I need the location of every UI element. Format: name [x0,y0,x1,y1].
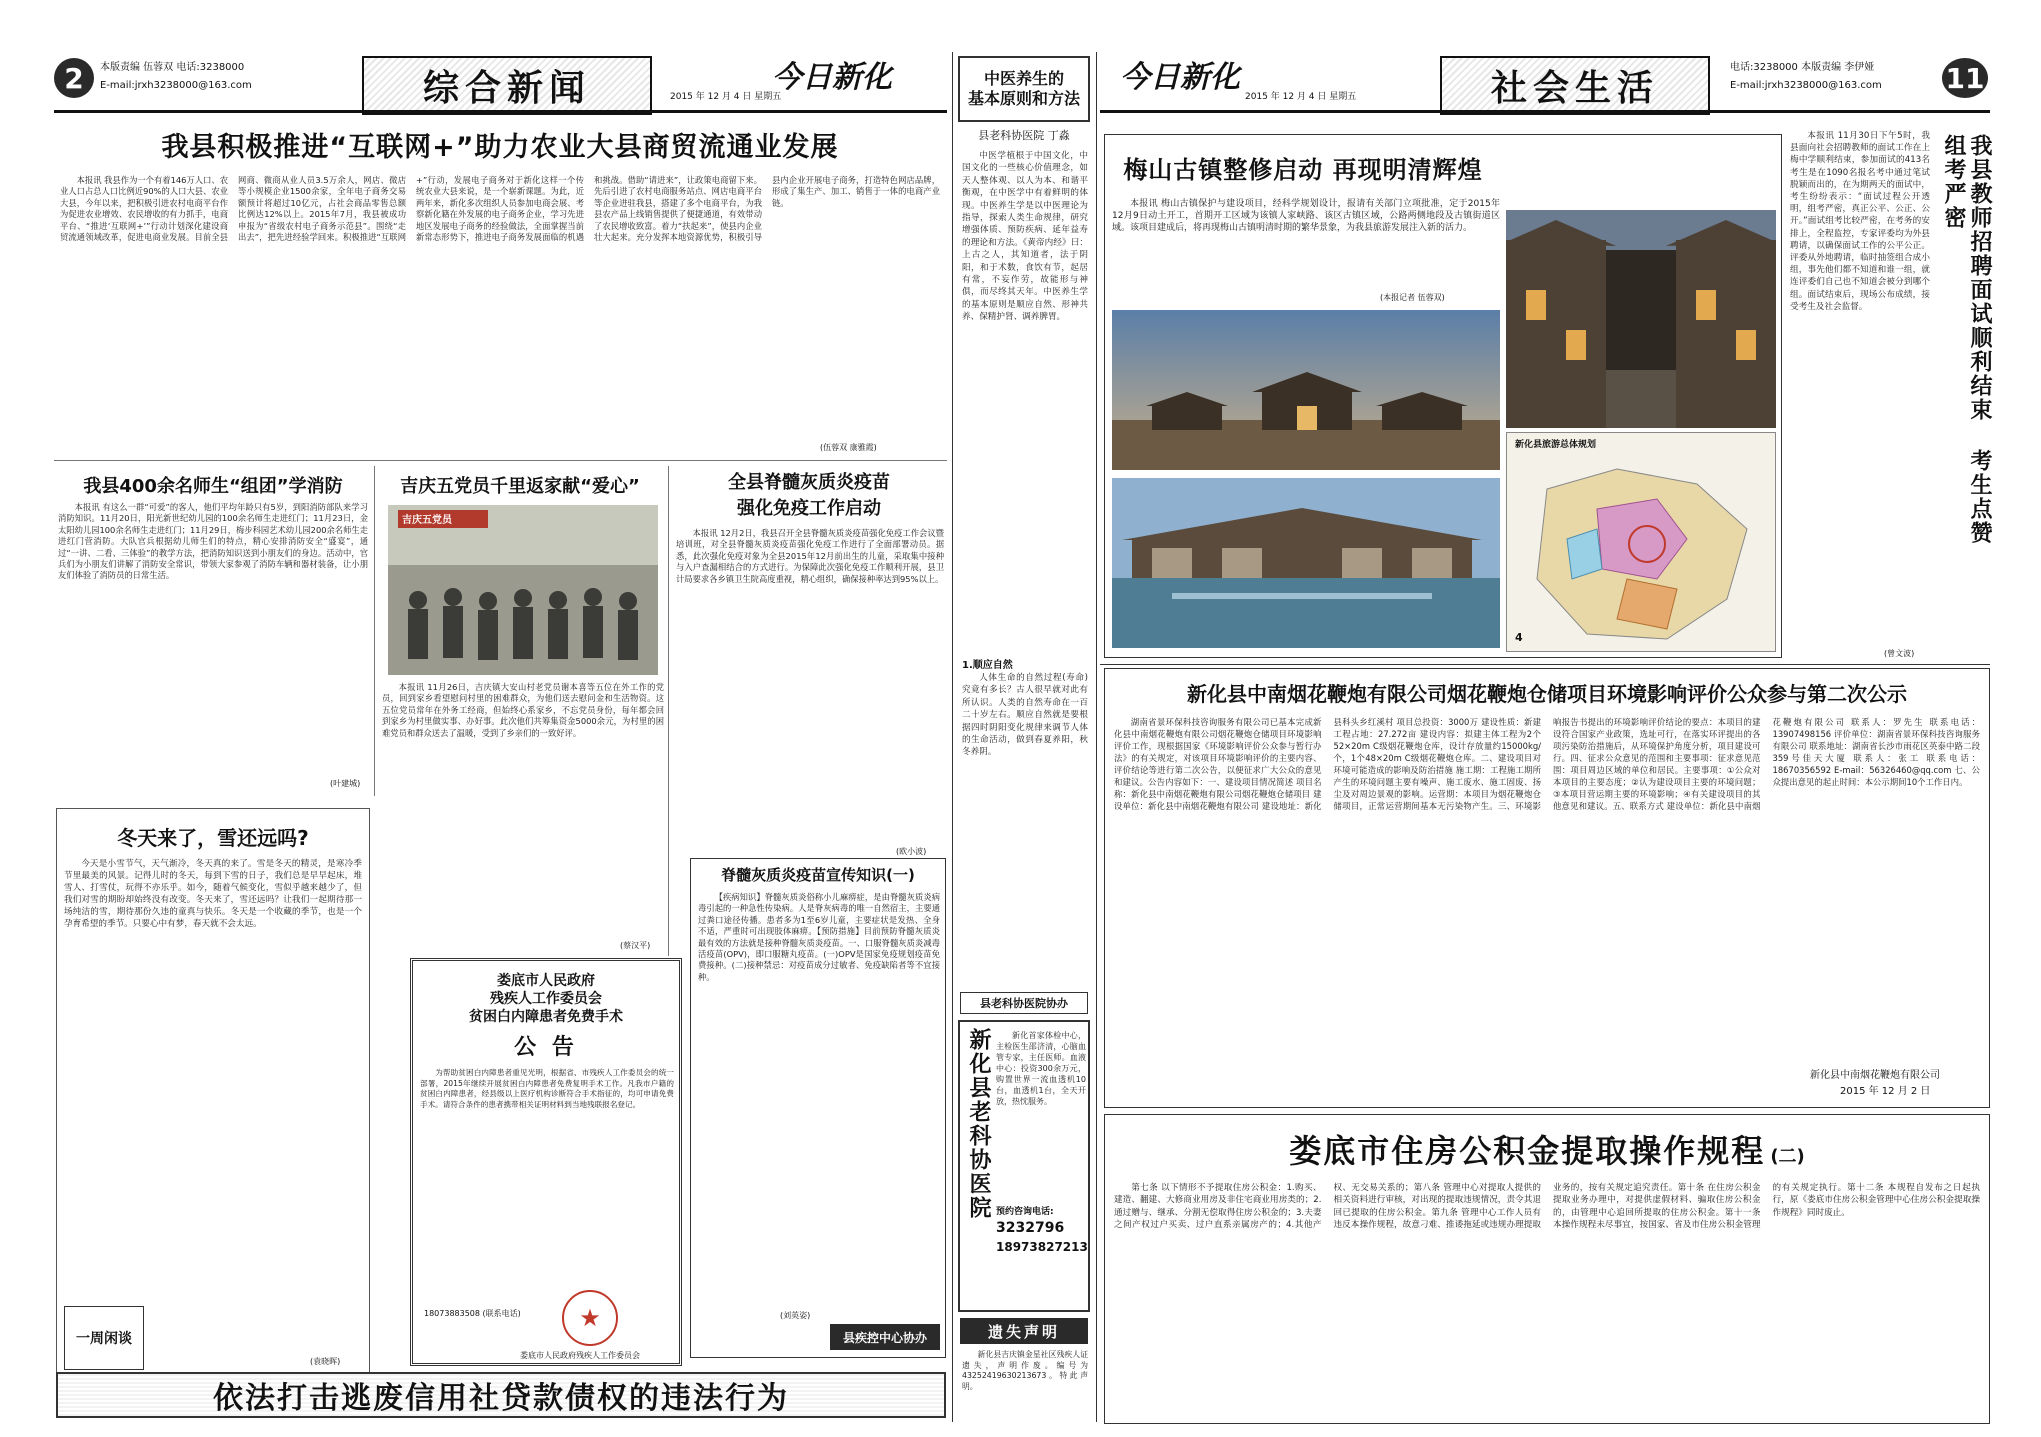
paper-logo-right: 今日新化 [1120,60,1240,95]
eia-headline: 新化县中南烟花鞭炮有限公司烟花鞭炮仓储项目环境影响评价公众参与第二次公示 [1187,682,1907,706]
lead-body: 本报讯 我县作为一个有着146万人口、农业人口占总人口比例近90%的人口大县、农业大县，今年以来，把积极引进农村电商平台作为促进农业增效、农民增收的有力抓手，电商平台、“推进‘互联网+’”行动计划深化建设商贸流通领域改革，促进电商业发展。目前全县网商、微商从业人员3.5万余人，网店、微店等小规模企业1500余家，全年电子商务交易额预计将超过10亿元，占社会商品零售总额比例达12%以上。2015年7月，我县被成功申报为“省级农村电子商务示范县”。围绕“走出去”，把先进经验学回来。积极推进“互联网+”行动，发展电子商务对于新化这样一个传统农业大县来说，是一个崭新课题。为此，近两年来，新化多次组织人员参加电商会展、考察新化籍在外发展的电子商务企业，学习先进地区发展电子商务的经验做法，全面掌握当前新常态形势下，推进电子商务发展面临的机遇和挑战。借助“请进来”，让政策电商留下来。先后引进了农村电商服务站点、网店电商平台等企业进驻我县，搭建了多个电商平台，为我县农产品上线销售提供了便捷通道，有效带动了农民增收致富。着力“扶起来”，使县内企业壮大起来。充分发挥本地资源优势，积极引导县内企业开展电子商务，打造特色网店品牌，形成了集生产、加工、销售于一体的电商产业链。 [60,175,940,243]
hospital-ad-body: 新化首家体检中心，主检医生邵济清，心脑血管专家，主任医师。血液中心：投资300余万元，购置世界一流血透机10台，血透机1台，全天开放，热忱服务。 [996,1031,1086,1106]
meishan-render-photo-2 [1112,478,1500,648]
gutter-rule-right [1096,52,1097,1422]
page-number-right: 11 [1942,58,1988,98]
vaccine-knowledge-byline: (刘英姿) [780,1311,811,1320]
date-line-right: 2015 年 12 月 4 日 星期五 [1245,92,1357,102]
party-headline: 吉庆五党员千里返家献“爱心” [400,476,640,497]
fund-headline-row [1108,1126,1986,1172]
meishan-body: 本报讯 梅山古镇保护与建设项目，经科学规划设计，报请有关部门立项批准，定于2015年12月9日动土开工，首期开工区域为该镇人家峡路、该区古镇区域，公路两侧地段及古镇街道区域。该项目建成后，将再现梅山古镇明清时期的繁华景象，为我县旅游发展注入新的活力。 [1112,199,1500,234]
notice-footer: 娄底市人民政府残疾人工作委员会 [520,1351,640,1360]
divider [1100,664,1990,665]
meishan-byline: (本报记者 伍蓉双) [1380,293,1445,302]
notice-issuer-2: 残疾人工作委员会 [490,991,602,1007]
teacher-headline: 我县教师招聘面试顺利结束 考生点赞组考严密 [1941,134,1992,545]
divider [668,466,669,956]
winter-essay-author: (袁晓晖) [310,1357,341,1366]
section-title-left: 综合新闻 [362,56,652,115]
vaccine-byline: (欧小波) [896,847,927,856]
lead-byline: (伍蓉双 康雅霞) [820,443,877,452]
notice-title: 公 告 [514,1035,578,1060]
tourism-map [1506,432,1776,652]
fire-body: 本报讯 有这么一群“可爱”的客人，他们平均年龄只有5岁，到阳消防部队来学习消防知识。11月20日，阳光新世纪幼儿园的100余名师生走进红门；11月23日，金太阳幼儿园100余名师生走进红门；11月29日，梅步科园艺术幼儿园200余名师生走进红门营消防。大队官兵根据幼儿师生们的特点，精心安排消防安全“盛宴”，通过“一讲、二看、三体验”的教学方法，把消防知识送到小朋友们的身边。活动中，官兵们为小朋友们讲解了消防安全常识，带领大家参观了消防车辆和器材装备，让小朋友们体验了消防员的日常生活。 [58,502,368,581]
party-photo [388,505,658,675]
meishan-street-photo [1506,210,1776,428]
tcm-author: 县老科协医院 丁淼 [978,129,1070,142]
notice-contact: 18073883508 (联系电话) [424,1309,521,1318]
party-photo-caption: 吉庆五党员 [402,515,452,526]
vaccine-headline-1: 全县脊髓灰质炎疫苗 [728,472,890,493]
email-line-right: E-mail:jrxh3238000@163.com [1730,80,1882,91]
teacher-byline: (曾文波) [1884,649,1915,658]
fund-body: 第七条 以下情形不予提取住房公积金：1.购买、建造、翻建、大修商业用房及非住宅商业用房类的；2.通过赠与、继承、分割无偿取得住房公积金的；3.夫妻之间产权过户买卖、过户直系亲属房产的；4.其他产权、无交易关系的；第八条 管理中心对提取人提供的相关资料进行审核，对出现的提取违规情况，责令其退回已提取的住房公积金。第九条 管理中心工作人员有违反本操作规程，故意刁难、推诿拖延或违规办理提取业务的，按有关规定追究责任。第十条 在住房公积金提取业务办理中，对提供虚假材料、骗取住房公积金的，由管理中心追回所提取的住房公积金。第十一条 本操作规程未尽事宜，按国家、省及市住房公积金管理的有关规定执行。第十二条 本规程自发布之日起执行，原《娄底市住房公积金管理中心住房公积金提取操作规程》同时废止。 [1114,1183,1980,1231]
notice-body: 为帮助贫困白内障患者重见光明，根据省、市残疾人工作委员会的统一部署，2015年继续开展贫困白内障患者免费复明手术工作。凡我市户籍的贫困白内障患者，经县级以上医疗机构诊断符合手术指征的，均可申请免费手术。请符合条件的患者携带相关证明材料到当地残联报名登记。 [420,1068,674,1109]
vaccine-knowledge-body: 【疾病知识】脊髓灰质炎俗称小儿麻痹症，是由脊髓灰质炎病毒引起的一种急性传染病。人是脊灰病毒的唯一自然宿主，主要通过粪口途径传播。患者多为1至6岁儿童，主要症状是发热、全身不适，严重时可出现肢体麻痹。【预防措施】目前预防脊髓灰质炎最有效的方法就是接种脊髓灰质炎疫苗。一、口服脊髓灰质炎减毒活疫苗(OPV)，即口服糖丸疫苗。(一)OPV是国家免疫规划疫苗免费接种。(二)接种禁忌：对疫苗成分过敏者、免疫缺陷者等不宜接种。 [698,892,940,982]
tcm-sponsor-bar: 县老科协医院协办 [960,992,1088,1014]
ad-phone-label: 预约咨询电话: [996,1207,1054,1217]
map-title: 新化县旅游总体规划 [1515,440,1597,450]
official-seal-icon: ★ [562,1290,618,1346]
tcm-body-2: 人体生命的自然过程(寿命)究竟有多长？古人很早就对此有所认识。人类的自然寿命在一百二十岁左右。顺应自然就是要根据四时阴阳变化规律来调节人体的生命活动，做到春夏养阳，秋冬养阴。 [962,673,1088,758]
eia-date: 2015 年 12 月 2 日 [1840,1086,1931,1097]
party-byline: (蔡汉平) [620,941,651,950]
tcm-column-title [958,56,1090,122]
eia-signature: 新化县中南烟花鞭炮有限公司 [1810,1070,1940,1081]
meishan-render-photo-1 [1112,310,1500,470]
page-number-left: 2 [54,58,94,98]
bottom-banner: 依法打击逃废信用社贷款债权的违法行为 [56,1372,946,1418]
winter-essay-title: 冬天来了，雪还远吗? [117,826,309,850]
tcm-title-line-2: 基本原则和方法 [967,89,1080,108]
tcm-body: 中医学植根于中国文化，中国文化的一些核心价值理念，如天人整体观、以人为本、和谐平衡观，在中医学中有着鲜明的体现。中医养生学是以中医理论为指导，探索人类生命规律，研究增强体质、预防疾病、延年益寿的理论和方法。《黄帝内经》曰：上古之人，其知道者，法于阴阳，和于术数，食饮有节，起居有常，不妄作劳，故能形与神俱，而尽终其天年。中医养生学的基本原则是顺应自然、形神共养、保精护肾、调养脾胃。 [962,151,1088,323]
email-line-left: E-mail:jrxh3238000@163.com [100,80,252,91]
divider [374,466,375,796]
cdc-sponsor-badge: 县疾控中心协办 [830,1324,940,1350]
teacher-body: 本报讯 11月30日下午5时，我县面向社会招聘教师的面试工作在上梅中学顺利结束，参加面试的413名考生是在1090名报名考中通过笔试脱颖而出的，在为期两天的面试中，考生纷纷表示：“面试过程公开透明，组考严密，真正公平、公正、公开。”面试组考比较严密，在考务的安排上，全程监控，专家评委均为外县聘请，以确保面试工作的公平公正。评委从外地聘请，临时抽签组合成小组，事先他们都不知道和谁一组，就连评委们自己也不知道会被分到哪个组。面试结束后，现场公布成绩，接受考生及社会监督。 [1790,131,1930,312]
vaccine-knowledge-title: 脊髓灰质炎疫苗宣传知识(一) [721,866,915,884]
column-label-box [64,1306,144,1370]
vaccine-headline-2: 强化免疫工作启动 [737,498,881,519]
lost-notice-title: 遗失声明 [960,1318,1088,1344]
date-line-left: 2015 年 12 月 4 日 星期五 [670,92,782,102]
winter-essay-body: 今天是小雪节气，天气渐冷，冬天真的来了。雪是冬天的精灵，是寒冷季节里最美的风景。记得儿时的冬天，每到下雪的日子，我们总是早早起床，堆雪人、打雪仗，玩得不亦乐乎。如今，随着气候变化，雪似乎越来越少了，但我们对雪的期盼却始终没有改变。冬天来了，雪还远吗？让我们一起期待那一场纯洁的雪，期待那份久违的童真与快乐。冬天是一个收藏的季节，也是一个孕育希望的季节。只要心中有梦，春天就不会太远。 [64,859,362,929]
lead-headline: 我县积极推进“互联网+”助力农业大县商贸流通业发展 [161,132,839,163]
tcm-subhead: 1.顺应自然 [962,660,1013,671]
ad-phone-2[interactable]: 18973827213 [996,1240,1088,1254]
section-title-right: 社会生活 [1440,56,1710,115]
tcm-title-line-1: 中医养生的 [983,69,1064,88]
masthead-rule-right [1100,110,1990,113]
editor-line-left: 本版责编 伍蓉双 电话:3238000 [100,62,245,73]
notice-issuer-3: 贫困白内障患者免费手术 [469,1009,623,1025]
divider [54,460,947,461]
ad-phone-1[interactable]: 3232796 [996,1220,1065,1236]
meishan-headline: 梅山古镇整修启动 再现明清辉煌 [1123,156,1483,184]
fund-headline-part: (二) [1770,1146,1805,1167]
fire-byline: (叶建城) [330,779,361,788]
vaccine-body: 本报讯 12月2日，我县召开全县脊髓灰质炎疫苗强化免疫工作会议暨培训班，对全县脊髓灰质炎疫苗强化免疫工作进行了全面部署动员。据悉，此次强化免疫对象为全县2015年12月前出生的儿童，采取集中接种与入户查漏相结合的方式进行。为保障此次强化免疫工作顺利开展，县卫计局要求各乡镇卫生院高度重视，精心组织，确保接种率达到95%以上。 [676,528,944,584]
column-label: 一周闲谈 [76,1331,132,1347]
hospital-ad-title: 新化县老科协医院 [966,1028,991,1220]
masthead-rule-left [54,110,947,113]
party-body: 本报讯 11月26日，吉庆镇大安山村老党员谢本喜等五位在外工作的党员，回到家乡看望慰问村里的困难群众，为他们送去慰问金和生活物资。这五位党员常年在外务工经商，但始终心系家乡，不忘党员身份，每年都会回到家乡为村里做实事、办好事。此次他们共筹集资金5000余元，为村里的困难党员和群众送去了温暖，受到了乡亲们的一致好评。 [382,682,664,738]
phone-line-right: 电话:3238000 本版责编 李伊娅 [1730,62,1875,73]
gutter-rule-left [952,52,953,1422]
map-number: 4 [1515,631,1523,644]
fund-headline: 娄底市住房公积金提取操作规程 [1289,1132,1766,1170]
fire-headline: 我县400余名师生“组团”学消防 [83,476,343,497]
eia-body: 湖南省景环保科技咨询服务有限公司已基本完成新化县中南烟花鞭炮有限公司烟花鞭炮仓储项目环境影响评价工作，现根据国家《环境影响评价公众参与暂行办法》的有关规定，对该项目环境影响评价的主要内容、评价结论等进行第二次公告，以便征求广大公众的意见和建议。公告内容如下：一、建设项目情况简述 项目名称：新化县中南烟花鞭炮有限公司烟花鞭炮仓储项目 建设单位：新化县中南烟花鞭炮有限公司 建设地址：新化县科头乡红溪村 项目总投资：3000万 建设性质：新建 工程占地：27.272亩 建设内容：拟建主体工程为2个52×20m C级烟花鞭炮仓库，设计存放量约15000kg/个，1个48×20m C级烟花鞭炮仓库。二、建设项目对环境可能造成的影响及防治措施 施工期：工程施工期所产生的环境问题主要有噪声、施工废水、施工固废、扬尘及对周边景观的影响。运营期：本项目为烟花鞭炮仓储项目，正常运营期间基本无污染物产生。三、环境影响报告书提出的环境影响评价结论的要点：本项目的建设符合国家产业政策，选址可行，在落实环评提出的各项污染防治措施后，从环境保护角度分析，项目建设可行。四、征求公众意见的范围和主要事项：征求意见范围：项目周边区域的单位和居民。主要事项：①公众对本项目的主要态度；②认为建设项目主要的环境问题；③本项目营运期主要的环境影响；④有关建设项目的其他意见和建议。五、联系方式 建设单位：新化县中南烟花鞭炮有限公司 联系人：罗先生 联系电话：13907498156 评价单位：湖南省景环保科技咨询服务有限公司 联系地址：湖南省长沙市雨花区英泰中路二段359号佳天大厦 联系人：张工 联系电话：18670356592 E-mail：56326460@qq.com 七、公众提出意见的起止时间：本公示期间10个工作日内。 [1114,717,1980,811]
paper-logo-left: 今日新化 [772,60,892,95]
lost-notice-body: 新化县吉庆镇金星社区残疾人证遗失，声明作废。编号为43252419630213673。特此声明。 [962,1350,1088,1391]
notice-issuer-1: 娄底市人民政府 [497,973,595,989]
